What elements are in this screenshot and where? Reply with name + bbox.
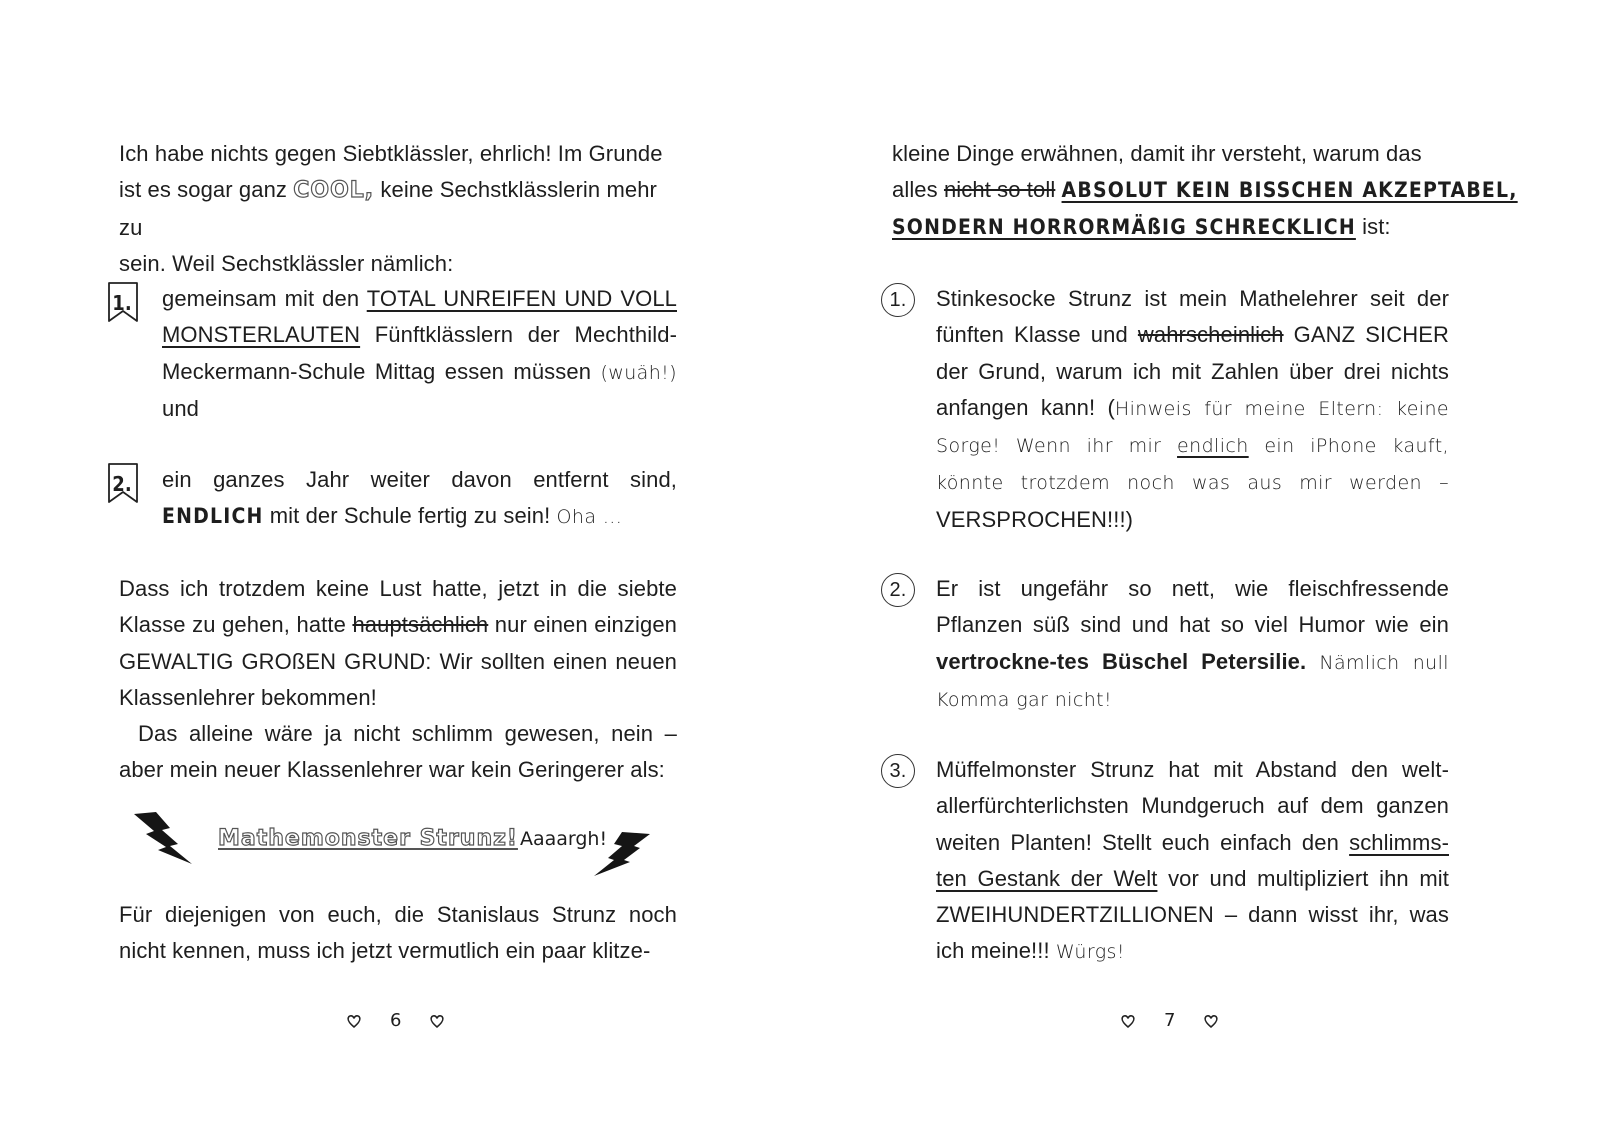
page-footer bbox=[346, 1010, 445, 1031]
page-number: 6 bbox=[390, 1010, 402, 1031]
struck-word: hauptsächlich bbox=[352, 612, 489, 638]
bookmark-flag-icon: 1. bbox=[107, 281, 137, 321]
handwritten-aside: Hinweis für meine Eltern: keine Sorge! Wenn ihr mir bbox=[936, 397, 1449, 458]
underlined-phrase: TOTAL UNREIFEN UND VOLL MONSTERLAUTEN bbox=[162, 286, 677, 348]
heart-icon bbox=[346, 1013, 362, 1029]
right-page bbox=[800, 0, 1600, 1130]
handwritten-bold-phrase: SONDERN HORRORMÄßIG SCHRECKLICH bbox=[892, 214, 1356, 239]
intro-line-3: sein. Weil Sechstklässler nämlich: bbox=[119, 250, 454, 276]
intro-paragraph bbox=[892, 136, 1518, 245]
circle-number-icon: 1. bbox=[881, 283, 915, 317]
handwritten-aside: Nämlich null Komma gar nicht! bbox=[936, 651, 1449, 711]
underlined-phrase: schlimms-ten Gestank der Welt bbox=[936, 829, 1449, 891]
circle-number-icon: 3. bbox=[881, 754, 915, 788]
list-item-text: ein ganzes Jahr weiter davon entfernt sind, ENDLICH mit der Schule fertig zu sein! Oha ... bbox=[162, 467, 677, 529]
exclamation-caption bbox=[218, 826, 607, 851]
intro-line-2: ist es sogar ganz COOL, keine Sechstklässlerin mehr zu bbox=[119, 177, 657, 240]
handwritten-aside: Oha ... bbox=[556, 506, 623, 529]
heart-icon bbox=[1120, 1013, 1136, 1029]
heart-icon bbox=[1203, 1013, 1219, 1029]
paragraph-3: Das alleine wäre ja nicht schlimm gewesen, nein – aber mein neuer Klassenlehrer war kein Geringerer als: bbox=[119, 721, 677, 783]
list-item-text: gemeinsam mit den TOTAL UNREIFEN UND VOLL MONSTERLAUTEN Fünftklässlern der Mechthild-Meckermann-Schule Mittag essen müssen (wuäh!) und bbox=[162, 286, 677, 421]
handwritten-bold-word: ENDLICH bbox=[162, 504, 264, 529]
handwritten-bold-phrase: ABSOLUT KEIN BISSCHEN AKZEPTABEL, bbox=[1061, 178, 1518, 203]
circle-number-icon: 2. bbox=[881, 573, 915, 607]
heart-icon bbox=[429, 1013, 445, 1029]
handwritten-aside: ein iPhone kauft, könnte trotzdem noch was aus mir werden – bbox=[936, 435, 1449, 495]
intro-line-2: alles nicht so toll ABSOLUT KEIN BISSCHEN AKZEPTABEL, bbox=[892, 177, 1518, 203]
list-item-text: Müffelmonster Strunz hat mit Abstand den welt-allerfürchterlichsten Mundgeruch auf dem ganzen weiten Planten! Stellt euch einfach den schlimms-ten Gestank der Welt vor und multipliziert ihn mit ZWEIHUNDERTZILLIONEN – dann wisst ihr, was ich meine!!! Würgs! bbox=[936, 757, 1449, 964]
intro-line-1: Ich habe nichts gegen Siebtklässler, ehrlich! Im Grunde bbox=[119, 141, 663, 166]
lightning-bolt-icon bbox=[132, 810, 194, 866]
bookmark-flag-icon: 2. bbox=[107, 462, 137, 502]
intro-line-3: SONDERN HORRORMÄßIG SCHRECKLICH ist: bbox=[892, 213, 1391, 239]
paragraph-2: Dass ich trotzdem keine Lust hatte, jetzt in die siebte Klasse zu gehen, hatte hauptsächlich nur einen einzigen GEWALTIG GROßEN GRUND: Wir sollten einen neuen Klassenlehrer bekommen! bbox=[119, 576, 677, 710]
intro-line-1: kleine Dinge erwähnen, damit ihr versteht, warum das bbox=[892, 141, 1422, 166]
page-number: 7 bbox=[1164, 1010, 1176, 1031]
intro-paragraph bbox=[119, 136, 677, 282]
struck-word: wahrscheinlich bbox=[1137, 322, 1284, 348]
lightning-bolt-icon bbox=[592, 830, 652, 878]
struck-phrase: nicht so toll bbox=[943, 177, 1056, 203]
handwritten-aaaargh: Aaaargh! bbox=[519, 828, 608, 850]
page-footer bbox=[1120, 1010, 1219, 1031]
handwritten-aside: Würgs! bbox=[1055, 941, 1125, 964]
outlined-title: Mathemonster Strunz! bbox=[218, 826, 518, 851]
list-item-text: Stinkesocke Strunz ist mein Mathelehrer seit der fünften Klasse und wahrscheinlich GANZ SICHER der Grund, warum ich mit Zahlen über drei nichts anfangen kann! (Hinweis für meine Eltern: keine Sorge! Wenn ihr mir endlich ein iPhone kauft, könnte trotzdem noch was aus mir werden – VERSPROCHEN!!!) bbox=[936, 286, 1449, 532]
handwritten-underlined: endlich bbox=[1177, 435, 1249, 458]
cool-outlined-word: COOL, bbox=[293, 178, 375, 204]
handwritten-aside: (wuäh!) bbox=[600, 361, 677, 384]
exclamation-banner bbox=[120, 808, 680, 878]
paragraph-4: Für diejenigen von euch, die Stanislaus Strunz noch nicht kennen, muss ich jetzt vermutlich ein paar klitze- bbox=[119, 902, 677, 964]
list-item-text: Er ist ungefähr so nett, wie fleischfressende Pflanzen süß sind und hat so viel Humor wie ein vertrockne-tes Büschel Petersilie. Nämlich null Komma gar nicht! bbox=[936, 576, 1449, 711]
bold-phrase: vertrockne-tes Büschel Petersilie. bbox=[936, 648, 1307, 674]
